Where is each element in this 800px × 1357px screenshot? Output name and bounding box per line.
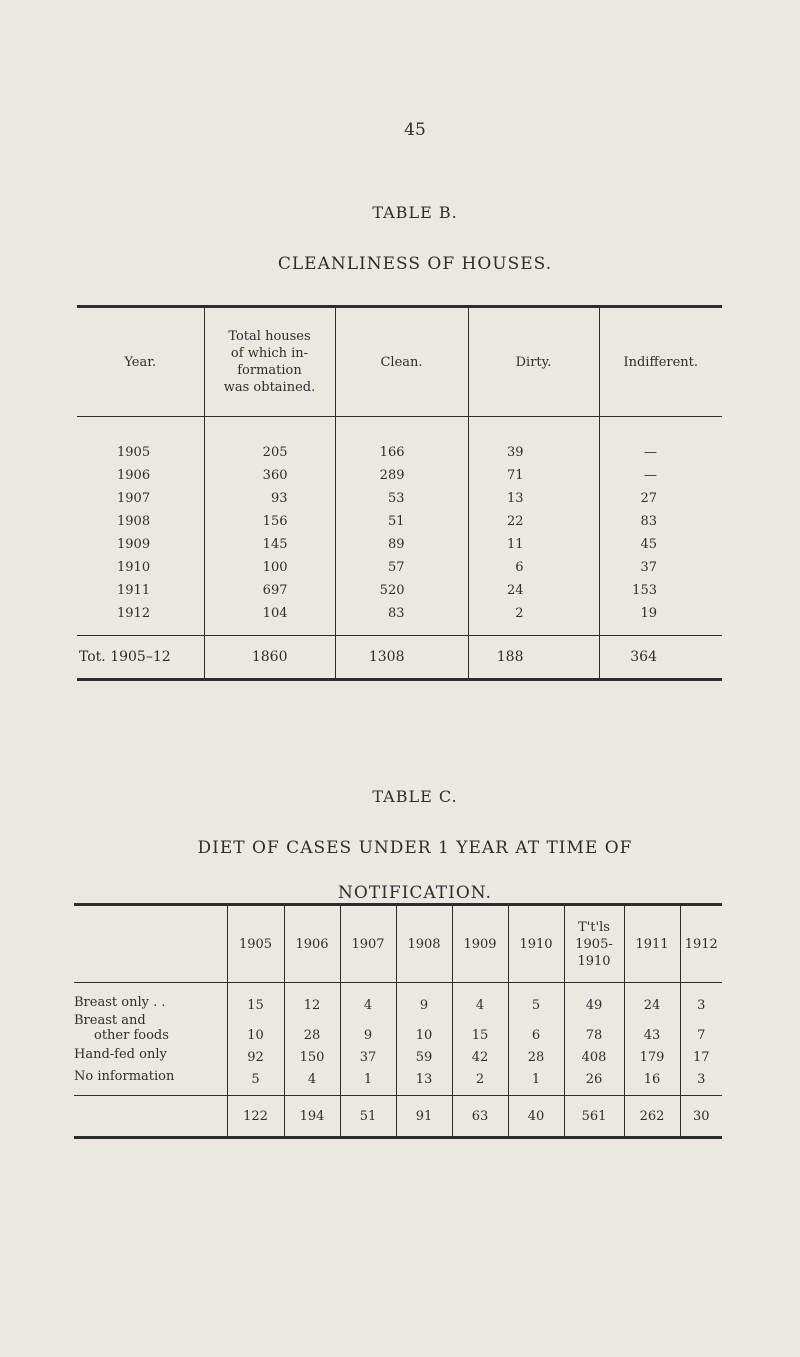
table-cell: 4 [452,983,508,1014]
column-header-indifferent: Indifferent. [599,307,722,417]
column-header-blank [74,905,227,983]
table-c-title: TABLE C. [372,787,458,806]
table-cell: 262 [624,1096,680,1138]
table-cell: 5 [508,983,564,1014]
table-cell: 37 [340,1043,396,1065]
year-cell: 1905 [117,445,151,460]
header-line: was obtained. [223,380,316,395]
table-cell: 1 [340,1065,396,1096]
table-row [77,533,722,556]
table-cell: 408 [564,1043,624,1065]
table-cell: 28 [284,1013,340,1043]
table-cell: 45 [599,533,722,556]
table-cell: 520 [335,579,468,602]
row-label-line: other foods [94,1028,169,1043]
table-row [77,602,722,636]
table-row [74,1065,722,1096]
table-header-row [77,307,722,417]
table-cell: 30 [680,1096,722,1138]
table-cell: 92 [227,1043,284,1065]
column-header: 1912 [680,905,722,983]
table-cell: — [599,464,722,487]
table-cell: 51 [340,1096,396,1138]
header-line: of which in- [230,346,309,361]
table-cell: 2 [452,1065,508,1096]
row-label-line: Breast and [74,1013,146,1028]
table-cell: 122 [227,1096,284,1138]
table-cell: 11 [468,533,599,556]
table-cell: 27 [599,487,722,510]
table-cell: 40 [508,1096,564,1138]
table-cell: 28 [508,1043,564,1065]
table-cell: 289 [335,464,468,487]
row-label-line: Hand-fed only [74,1046,167,1062]
table-cell: 10 [396,1013,452,1043]
table-cell: 188 [468,636,599,680]
table-cell: 59 [396,1043,452,1065]
table-cell: 17 [680,1043,722,1065]
table-cell: 71 [468,464,599,487]
table-cell: 364 [599,636,722,680]
table-cell: 166 [335,417,468,465]
table-cell: 26 [564,1065,624,1096]
table-row [77,417,722,465]
cleanliness-table [77,305,722,681]
table-cell: 13 [468,487,599,510]
table-b-subtitle: CLEANLINESS OF HOUSES. [277,254,553,274]
table-cell: 15 [452,1013,508,1043]
table-cell: 9 [340,1013,396,1043]
table-cell: 150 [284,1043,340,1065]
column-header-dirty: Dirty. [468,307,599,417]
column-header: 1911 [624,905,680,983]
year-cell: 1910 [117,560,151,575]
total-label: Tot. 1905–12 [77,636,204,680]
table-row [77,556,722,579]
header-line: formation [237,363,302,378]
table-cell: — [599,417,722,465]
column-header: 1906 [284,905,340,983]
diet-table [74,903,722,1139]
table-cell: 57 [335,556,468,579]
year-cell: 1911 [117,583,151,598]
table-cell: 360 [204,464,335,487]
table-cell: 1308 [335,636,468,680]
row-label [74,1065,227,1096]
header-line: 1905- [575,936,613,952]
table-cell: 561 [564,1096,624,1138]
total-label-blank [74,1096,227,1138]
table-header-row [74,905,722,983]
table-cell: 697 [204,579,335,602]
table-cell: 12 [284,983,340,1014]
row-label [74,1043,227,1065]
table-cell: 16 [624,1065,680,1096]
year-cell: 1908 [117,514,151,529]
table-total-row [74,1096,722,1138]
table-cell: 104 [204,602,335,636]
table-cell: 89 [335,533,468,556]
row-label-line: No information [74,1068,175,1084]
table-cell: 24 [624,983,680,1014]
column-header: 1910 [508,905,564,983]
table-cell: 78 [564,1013,624,1043]
column-header: 1907 [340,905,396,983]
table-cell: 22 [468,510,599,533]
row-label [74,1013,227,1043]
table-row [74,1013,722,1043]
column-header-year: Year. [77,307,204,417]
table-cell: 13 [396,1065,452,1096]
row-label [74,983,227,1014]
header-line: Total houses [228,329,311,344]
table-row [77,510,722,533]
row-label-line: Breast only . . [74,994,166,1010]
table-cell: 83 [599,510,722,533]
table-cell: 93 [204,487,335,510]
column-header: 1908 [396,905,452,983]
page-number: 45 [404,120,426,140]
table-cell: 3 [680,1065,722,1096]
year-cell: 1909 [117,537,151,552]
table-total-row [77,636,722,680]
table-row [74,983,722,1014]
column-header: 1909 [452,905,508,983]
column-header-total [204,307,335,417]
table-cell: 7 [680,1013,722,1043]
table-cell: 39 [468,417,599,465]
table-cell: 49 [564,983,624,1014]
table-cell: 4 [284,1065,340,1096]
table-cell: 63 [452,1096,508,1138]
table-cell: 5 [227,1065,284,1096]
table-row [77,464,722,487]
table-cell: 153 [599,579,722,602]
header-line: 1910 [577,953,611,969]
column-header-clean: Clean. [335,307,468,417]
table-cell: 100 [204,556,335,579]
table-row [77,579,722,602]
table-cell: 145 [204,533,335,556]
table-cell: 2 [468,602,599,636]
table-cell: 179 [624,1043,680,1065]
table-cell: 42 [452,1043,508,1065]
year-cell: 1907 [117,491,151,506]
table-cell: 24 [468,579,599,602]
column-header: 1905 [227,905,284,983]
table-cell: 6 [468,556,599,579]
table-cell: 19 [599,602,722,636]
table-cell: 37 [599,556,722,579]
year-cell: 1906 [117,468,151,483]
year-cell: 1912 [117,606,151,621]
table-cell: 205 [204,417,335,465]
table-b-title: TABLE B. [372,203,458,222]
table-cell: 1 [508,1065,564,1096]
table-cell: 194 [284,1096,340,1138]
table-cell: 10 [227,1013,284,1043]
table-cell: 156 [204,510,335,533]
table-cell: 1860 [204,636,335,680]
table-cell: 43 [624,1013,680,1043]
table-cell: 51 [335,510,468,533]
column-header [564,905,624,983]
table-row [77,487,722,510]
table-cell: 3 [680,983,722,1014]
table-cell: 91 [396,1096,452,1138]
header-line: T't'ls [578,919,610,935]
table-c-subtitle-continued: NOTIFICATION. [338,883,492,903]
table-row [74,1043,722,1065]
table-c-subtitle: DIET OF CASES UNDER 1 YEAR AT TIME OF [197,838,633,858]
table-cell: 83 [335,602,468,636]
table-cell: 53 [335,487,468,510]
table-cell: 6 [508,1013,564,1043]
table-cell: 15 [227,983,284,1014]
table-cell: 9 [396,983,452,1014]
table-cell: 4 [340,983,396,1014]
